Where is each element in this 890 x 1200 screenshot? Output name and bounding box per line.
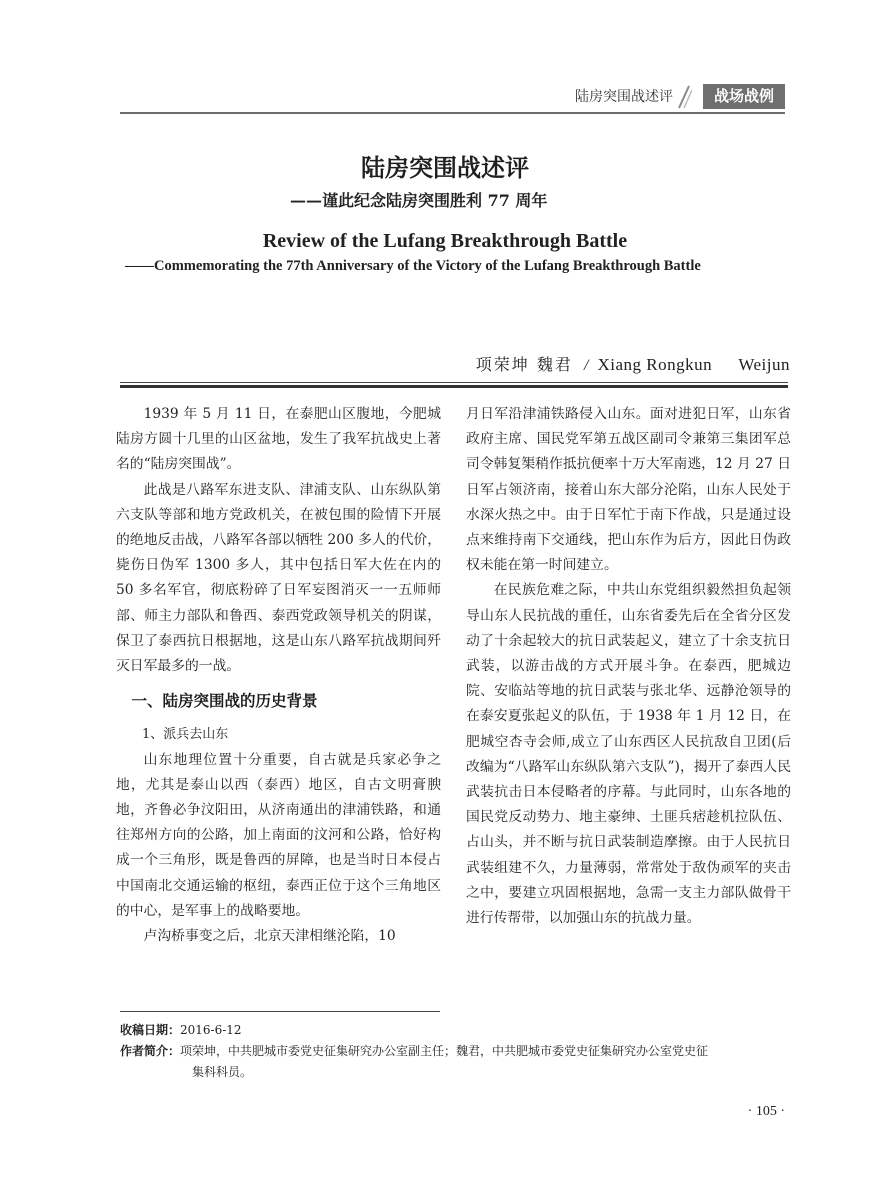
- paragraph: 卢沟桥事变之后，北京天津相继沦陷，10: [143, 928, 396, 945]
- footnote: [120, 1020, 785, 1083]
- bio-continuation: 集科科员。: [192, 1065, 253, 1079]
- received-date-row: [120, 1020, 785, 1041]
- author-rule-thin: [120, 382, 788, 383]
- body-column-left: [116, 402, 441, 949]
- body-column-right: [466, 402, 791, 931]
- header-column-label: 战场战例: [703, 84, 785, 109]
- received-label: 收稿日期：: [120, 1023, 181, 1037]
- header-divider-mark: [676, 84, 692, 110]
- author-rule-thick: [120, 385, 788, 388]
- authors-zh: 项荣坤 魏君: [475, 355, 573, 374]
- subsection-heading: 1、派兵去山东: [142, 727, 229, 743]
- page-number: · 105 ·: [747, 1104, 785, 1119]
- running-header: [120, 84, 785, 112]
- author-en-2: Weijun: [738, 355, 790, 374]
- header-series-title: 陆房突围战述评: [575, 89, 673, 105]
- footnote-rule: [120, 1011, 440, 1012]
- paragraph: 此战是八路军东进支队、津浦支队、山东纵队第六支队等部和地方党政机关，在被包围的险情下开展的绝地反击战，八路军各部以牺牲 200 多人的代价，毙伤日伪军 1300 多人，其中包括日军大佐在内的 50 多名军官，彻底粉碎了日军妄图消灭一一五师师部、师主力部队和鲁西、泰西党政领导机关的阴谋，保卫了泰西抗日根据地，这是山东八路军抗战期间歼灭日军最多的一战。: [116, 481, 441, 675]
- article-subtitle-en: ——Commemorating the 77th Anniversary of the Victory of the Lufang Breakthrough Battle: [125, 258, 701, 274]
- paragraph: 山东地理位置十分重要，自古就是兵家必争之地，尤其是泰山以西（泰西）地区，自古文明膏腴地，齐鲁必争汶阳田，从济南通出的津浦铁路，和通往郑州方向的公路，加上南面的汶河和公路，恰好构成一个三角形，既是鲁西的屏障，也是当时日本侵占中国南北交通运输的枢纽，泰西正位于这个三角地区的中心，是军事上的战略要地。: [116, 751, 441, 919]
- bio-text: 项荣坤，中共肥城市委党史征集研究办公室副主任；魏君，中共肥城市委党史征集研究办公室党史征: [180, 1044, 709, 1058]
- header-divider: [120, 112, 785, 114]
- author-bio-row: [120, 1041, 785, 1062]
- paragraph: 月日军沿津浦铁路侵入山东。面对进犯日军，山东省政府主席、国民党军第五战区副司令兼第三集团军总司令韩复榘稍作抵抗便率十万大军南逃，12 月 27 日日军占领济南，接着山东大部分沦陷，山东人民处于水深火热之中。由于日军忙于南下作战，只是通过设点来维持南下交通线，把山东作为后方，因此日伪政权未能在第一时间建立。: [466, 406, 791, 574]
- article-title-zh: 陆房突围战述评: [361, 153, 529, 182]
- received-date: 2016-6-12: [180, 1023, 242, 1037]
- paragraph: 1939 年 5 月 11 日，在泰肥山区腹地，今肥城陆房方圆十几里的山区盆地，发生了我军抗战史上著名的“陆房突围战”。: [116, 406, 441, 473]
- article-subtitle-zh: ——谨此纪念陆房突围胜利 77 周年: [290, 191, 548, 210]
- authors-separator: /: [583, 357, 589, 374]
- section-heading: 一、陆房突围战的历史背景: [131, 692, 318, 711]
- bio-label: 作者简介：: [120, 1044, 181, 1058]
- paragraph: 在民族危难之际，中共山东党组织毅然担负起领导山东人民抗战的重任，山东省委先后在全省分区发动了十余起较大的抗日武装起义，建立了十余支抗日武装，以游击战的方式开展斗争。在泰西，肥城边院、安临站等地的抗日武装与张北华、远静沧领导的在泰安夏张起义的队伍，于 1938 年 1 月 12 日，在肥城空杏寺会师,成立了山东西区人民抗敌自卫团(后改编为“八路军山东纵队第六支队”)，揭开了泰西人民武装抗击日本侵略者的序幕。与此同时，山东各地的国民党反动势力、地主豪绅、土匪兵痞趁机拉队伍、占山头，并不断与抗日武装制造摩擦。由于人民抗日武装组建不久，力量薄弱，常常处于敌伪顽军的夹击之中，要建立巩固根据地，急需一支主力部队做骨干进行传帮带，以加强山东的抗战力量。: [466, 582, 791, 927]
- author-line: [476, 352, 790, 375]
- article-title-en: Review of the Lufang Breakthrough Battle: [262, 230, 628, 252]
- author-en-1: Xiang Rongkun: [597, 355, 713, 374]
